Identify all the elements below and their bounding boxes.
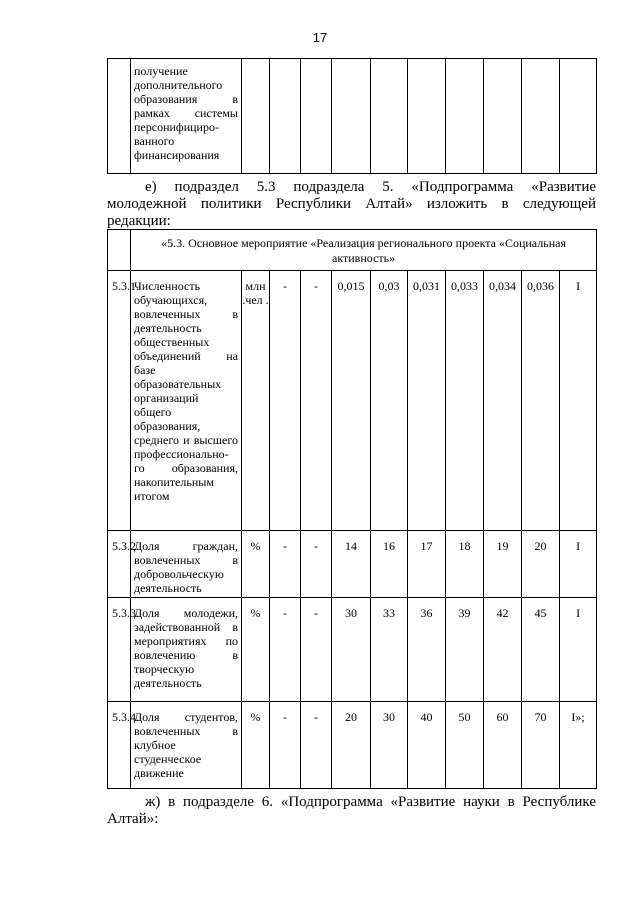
row-unit: млн .чел . (242, 271, 270, 531)
paragraph-e-line-2: молодежной политики Республики Алтай» изложить в следующей (107, 196, 596, 212)
row-value: 45 (522, 598, 560, 702)
section-header: «5.3. Основное мероприятие «Реализация регионального проекта «Социальная активность» (161, 236, 566, 265)
row-value: - (270, 271, 301, 531)
row-value: - (270, 598, 301, 702)
paragraph-zh (107, 794, 596, 828)
continuation-table (107, 58, 597, 174)
row-value: 14 (332, 531, 371, 598)
paragraph-e-line-3: редакции: (107, 213, 171, 229)
row-value: 42 (484, 598, 522, 702)
table-row (108, 271, 597, 531)
row-name: Доля молодежи, задействованной в мероприятиях по вовлечению в творческую деятельность (131, 598, 242, 702)
row-unit: % (242, 531, 270, 598)
row-value: 39 (446, 598, 484, 702)
row-value: - (301, 598, 332, 702)
row-value: 17 (408, 531, 446, 598)
paragraph-zh-line-1: ж) в подразделе 6. «Подпрограмма «Развитие науки в Республике (145, 794, 596, 810)
row-value: 0,031 (408, 271, 446, 531)
row-value: 50 (446, 702, 484, 789)
page-number: 17 (312, 30, 328, 45)
row-value: - (301, 702, 332, 789)
row-value: 40 (408, 702, 446, 789)
row-value: 19 (484, 531, 522, 598)
continuation-name-text: получение дополнительного образования в рамках системы персонифициро-ванного финансирования (134, 64, 238, 162)
table-row (108, 531, 597, 598)
row-value: 18 (446, 531, 484, 598)
row-value: 0,03 (371, 271, 408, 531)
row-code: 5.3.4. (108, 702, 131, 789)
row-value: 16 (371, 531, 408, 598)
row-unit: % (242, 702, 270, 789)
row-value: - (270, 531, 301, 598)
row-name: Численность обучающихся, вовлеченных в деятельность общественных объединений на базе образовательных организаций общего образования, среднего и высшего профессионально-го образования, накопительным итогом (131, 271, 242, 531)
table-row (108, 702, 597, 789)
row-value: - (270, 702, 301, 789)
row-value: 0,036 (522, 271, 560, 531)
row-value: 70 (522, 702, 560, 789)
indicators-table (107, 229, 597, 789)
row-value: 20 (332, 702, 371, 789)
row-value: 30 (371, 702, 408, 789)
row-value: 0,034 (484, 271, 522, 531)
row-type: I (560, 531, 597, 598)
paragraph-e (107, 179, 596, 230)
section-header-cell (131, 230, 597, 271)
row-value: 0,033 (446, 271, 484, 531)
header-blank-cell (108, 230, 131, 271)
row-value: 36 (408, 598, 446, 702)
row-value: - (301, 271, 332, 531)
continuation-code-cell (108, 59, 131, 174)
row-value: 30 (332, 598, 371, 702)
row-value: 0,015 (332, 271, 371, 531)
row-value: 20 (522, 531, 560, 598)
continuation-name-cell (131, 59, 242, 174)
row-name: Доля студентов, вовлеченных в клубное студенческое движение (131, 702, 242, 789)
row-code: 5.3.3. (108, 598, 131, 702)
paragraph-e-line-1: е) подраздел 5.3 подраздела 5. «Подпрограмма «Развитие (145, 179, 596, 195)
row-type: I»; (560, 702, 597, 789)
row-code: 5.3.2. (108, 531, 131, 598)
row-name: Доля граждан, вовлеченных в добровольческую деятельность (131, 531, 242, 598)
row-value: - (301, 531, 332, 598)
row-unit: % (242, 598, 270, 702)
row-type: I (560, 598, 597, 702)
table-row (108, 598, 597, 702)
row-code: 5.3.1. (108, 271, 131, 531)
paragraph-zh-line-2: Алтай»: (107, 811, 159, 827)
row-value: 33 (371, 598, 408, 702)
row-type: I (560, 271, 597, 531)
row-value: 60 (484, 702, 522, 789)
